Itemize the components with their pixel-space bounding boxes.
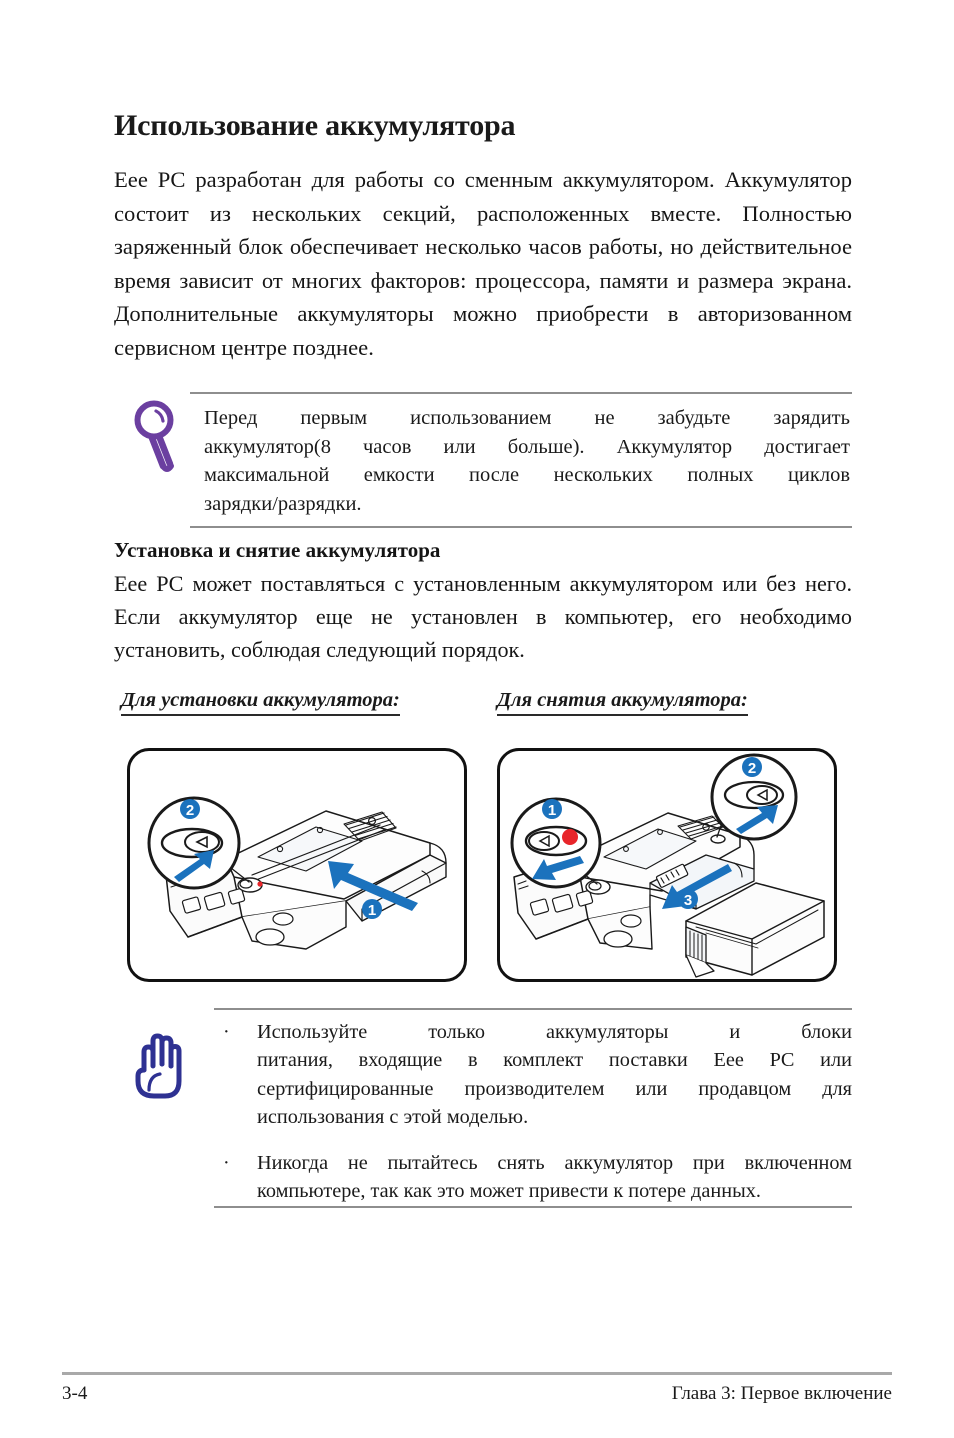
figure-caption-install: Для установки аккумулятора: <box>121 689 400 716</box>
note-callout-box <box>114 392 852 528</box>
figure-caption-remove: Для снятия аккумулятора: <box>497 689 748 716</box>
warning-line: компьютере, так как это может привести к потере данных. <box>257 1180 761 1203</box>
note-line: аккумулятор(8 часов или больше). Аккумулятор достигает <box>204 435 850 458</box>
svg-text:3: 3 <box>683 892 693 909</box>
page-title: Использование аккумулятора <box>114 109 516 142</box>
svg-text:1: 1 <box>367 902 377 919</box>
note-top-divider <box>190 392 852 394</box>
warning-callout-box <box>114 1008 852 1208</box>
svg-text:2: 2 <box>185 802 195 819</box>
warning-item <box>214 1149 852 1206</box>
note-text <box>204 404 850 518</box>
note-line: максимальной емкости после нескольких полных циклов <box>204 464 850 487</box>
bullet-marker: · <box>223 1151 230 1174</box>
warning-line: питания, входящие в комплект поставки Eee PC или <box>257 1049 852 1072</box>
note-bottom-divider <box>190 526 852 528</box>
footer-divider <box>62 1372 892 1375</box>
callout-2 <box>712 755 796 839</box>
note-line: зарядки/разрядки. <box>204 492 362 515</box>
hand-stop-icon <box>128 1024 190 1102</box>
warning-line: Используйте только аккумуляторы и блоки <box>257 1021 852 1043</box>
svg-text:2: 2 <box>747 760 757 777</box>
intro-paragraph: Eee PC разработан для работы со сменным аккумулятором. Аккумулятор состоит из нескольких секций, расположенных вместе. Полностью заряженный блок обеспечивает несколько часов работы, но действительное время зависит от многих факторов: процессора, памяти и размера экрана. Дополнительные аккумуляторы можно приобрести в авторизованном сервисном центре позднее. <box>114 167 852 360</box>
bullet-marker: · <box>223 1021 230 1043</box>
note-line: Перед первым использованием не забудьте зарядить <box>204 407 850 429</box>
figure-remove-battery <box>497 748 837 982</box>
footer-page-number: 3-4 <box>62 1383 88 1404</box>
warning-line: сертифицированные производителем или продавцом для <box>257 1077 852 1100</box>
footer-chapter-label: Глава 3: Первое включение <box>671 1383 892 1404</box>
callout-1 <box>512 799 600 887</box>
warning-line: Никогда не пытайтесь снять аккумулятор при включенном <box>257 1151 852 1174</box>
figure-install-battery <box>127 748 467 982</box>
magnifier-icon <box>130 398 186 474</box>
warning-line: использования с этой моделью. <box>257 1106 529 1129</box>
warning-list <box>214 1018 852 1222</box>
svg-text:1: 1 <box>547 802 557 819</box>
callout-2 <box>149 798 239 888</box>
section-paragraph: Eee PC может поставляться с установленным аккумулятором или без него. Если аккумулятор еще не установлен в компьютер, его необходимо установить, соблюдая следующий порядок. <box>114 571 852 662</box>
warning-top-divider <box>214 1008 852 1010</box>
warning-item <box>214 1018 852 1132</box>
section-subheading: Установка и снятие аккумулятора <box>114 538 441 562</box>
